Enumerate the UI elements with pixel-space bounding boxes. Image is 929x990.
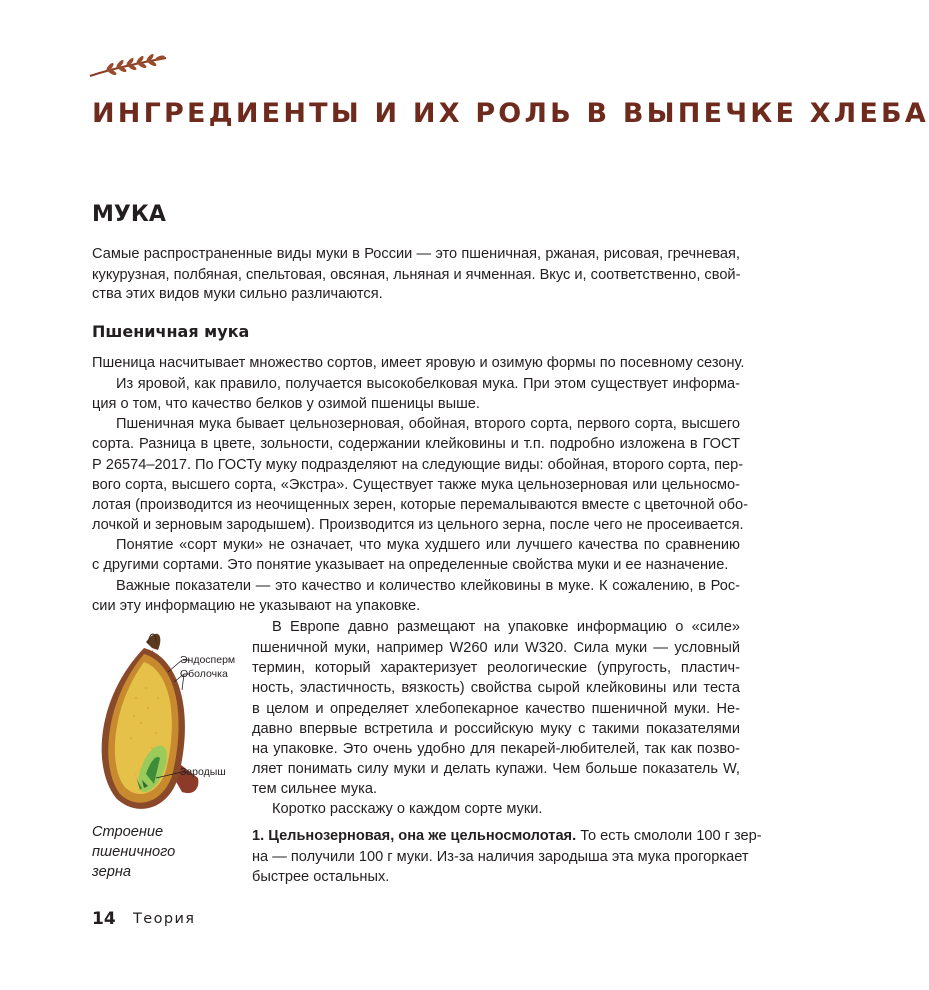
intro-line: Самые распространенные виды муки в России — это пшеничная, ржаная, рисовая, гречневая, [92,246,740,262]
body-line: Пшеничная мука бывает цельнозерновая, обойная, второго сорта, первого сорта, высшего [116,416,740,432]
list-item-1-line: быстрее остальных. [252,869,390,885]
list-item-1-line: на — получили 100 г муки. Из-за наличия зародыша эта мука прогоркает [252,849,749,865]
intro-line: ства этих видов муки сильно различаются. [92,286,383,302]
side-line: термин, который характеризует реологические (упругость, пластич- [252,660,740,676]
side-line: давно впервые встретила и российскую муку с такими показателями [252,721,740,737]
section-title: МУКА [92,202,166,227]
wheat-ear-icon [88,50,168,80]
side-line: ность, эластичность, вязкость) свойства сырой клейковины или теста [252,680,740,696]
endosperm-label: Эндосперм [180,654,236,666]
side-line: в целом и определяет хлебопекарное качество пшеничной муки. Не- [252,701,740,717]
caption-line: зерна [92,864,131,880]
body-line: с другими сортами. Это понятие указывает на определенные свойства муки и ее назначение. [92,557,729,573]
body-line: сорта. Разница в цвете, зольности, содержании клейковины и т.п. подробно изложена в ГОСТ [92,436,740,452]
caption-line: Строение [92,824,164,840]
list-item-1-first-line [252,827,762,846]
page-number: 14 [92,909,116,929]
body-line: лотая (производится из неочищенных зерен, которые перемалываются вместе с цветочной обо- [92,497,748,513]
side-line: на упаковке. Это очень удобно для пекарей-любителей, так как позво- [252,741,740,757]
side-line: В Европе давно размещают на упаковке информацию о «силе» [272,619,740,635]
list-item-1-text: То есть смололи 100 г зер- [576,828,762,844]
body-line: Пшеница насчитывает множество сортов, имеет яровую и озимую формы по посевному сезону. [92,355,745,371]
body-line: лочкой и зерновым зародышем). Производится из цельного зерна, после чего не просеивается. [92,517,744,533]
side-line: ляет понимать силу муки и делать купажи. Чем больше показатель W, [252,761,740,777]
side-line: Коротко расскажу о каждом сорте муки. [272,801,543,817]
body-line: Понятие «сорт муки» не означает, что мука худшего или лучшего качества по сравнению [116,537,740,553]
body-line: сии эту информацию не указывают на упаковке. [92,598,421,614]
figure-caption [92,822,175,882]
body-line: Из яровой, как правило, получается высокобелковая мука. При этом существует информа- [116,376,740,392]
caption-line: пшеничного [92,844,176,860]
intro-line: кукурузная, полбяная, спельтовая, овсяная, льняная и ячменная. Вкус и, соответственно, свой- [92,267,741,283]
body-line: ция о том, что качество белков у озимой пшеницы выше. [92,396,480,412]
germ-label: Зародыш [180,766,226,778]
body-line: вого сорта, высшего сорта, «Экстра». Существует также мука цельнозерновая или цельносмо- [92,477,740,493]
subsection-title: Пшеничная мука [92,322,250,341]
body-line: Р 26574–2017. По ГОСТу муку подразделяют на следующие виды: обойная, второго сорта, пер- [92,457,744,473]
running-footer-section: Теория [133,911,196,927]
chapter-title: ИНГРЕДИЕНТЫ И ИХ РОЛЬ В ВЫПЕЧКЕ ХЛЕБА [92,98,929,129]
shell-label: Оболочка [180,668,228,680]
side-line: тем сильнее мука. [252,781,378,797]
side-line: пшеничной муки, например W260 или W320. Сила муки — условный [252,640,740,656]
list-item-1-heading: 1. Цельнозерновая, она же цельносмолотая. [252,828,577,844]
body-line: Важные показатели — это качество и количество клейковины в муке. К сожалению, в Рос- [116,578,740,594]
